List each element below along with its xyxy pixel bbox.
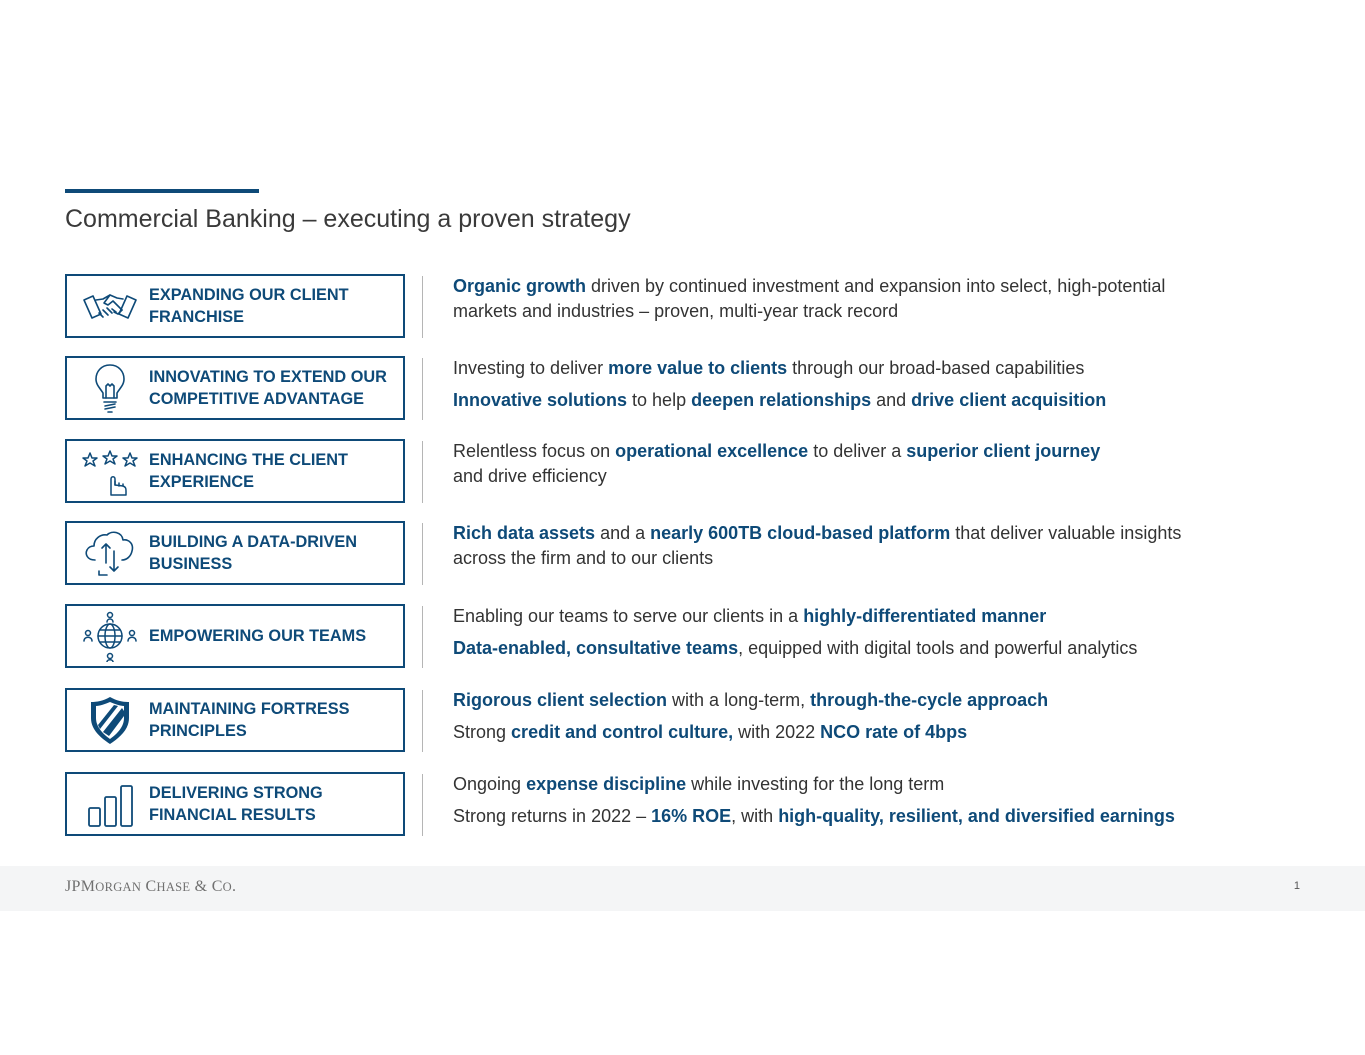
handshake-icon [81, 280, 139, 332]
highlight-text: deepen relationships [691, 390, 872, 410]
lightbulb-icon [81, 362, 139, 414]
highlight-text: Rich data assets [453, 523, 596, 543]
row-divider [422, 358, 423, 420]
logo-part: M [80, 878, 96, 895]
footer-bar [0, 866, 1365, 911]
body-text: with 2022 [733, 722, 821, 742]
pillar-label-line1: ENHANCING THE CLIENT [149, 451, 348, 469]
pillar-label-line1: BUILDING A DATA-DRIVEN [149, 533, 358, 551]
highlight-text: more value to clients [608, 358, 788, 378]
pillar-box [65, 274, 405, 338]
row-divider [422, 606, 423, 668]
pillar-box [65, 772, 405, 836]
logo-part: C [141, 878, 157, 895]
row-divider [422, 276, 423, 338]
row-text-line [453, 772, 1283, 797]
highlight-text: 16% ROE [651, 806, 732, 826]
shield-icon [81, 694, 139, 746]
body-text: while investing for the long term [686, 774, 945, 794]
body-text: to deliver a [808, 441, 907, 461]
body-text: across the firm and to our clients [453, 548, 714, 568]
highlight-text: Innovative solutions [453, 390, 628, 410]
body-text: and a [595, 523, 651, 543]
bar-chart-icon [81, 778, 139, 830]
highlight-text: nearly 600TB cloud-based platform [650, 523, 951, 543]
body-text: , equipped with digital tools and powerful analytics [738, 638, 1138, 658]
pillar-box [65, 439, 405, 503]
row-text-line [453, 464, 1283, 489]
pillar-label-line1: EMPOWERING OUR TEAMS [149, 627, 367, 645]
body-text: through our broad-based capabilities [787, 358, 1085, 378]
row-divider [422, 523, 423, 585]
page-number: 1 [1293, 880, 1300, 892]
body-text: to help [627, 390, 692, 410]
cloud-data-icon [81, 527, 139, 579]
row-text [453, 356, 1283, 413]
body-text: Relentless focus on [453, 441, 616, 461]
row-text [453, 772, 1283, 829]
pillar-box [65, 356, 405, 420]
row-text-line [453, 546, 1283, 571]
body-text: with a long-term, [667, 690, 811, 710]
highlight-text: high-quality, resilient, and diversified earnings [778, 806, 1175, 826]
pillar-box [65, 688, 405, 752]
row-text [453, 521, 1283, 571]
logo-part: HASE [156, 880, 191, 894]
company-logo [65, 878, 236, 896]
logo-part: & C [190, 878, 223, 895]
pillar-box [65, 521, 405, 585]
logo-part: O [222, 880, 232, 894]
body-text: Ongoing [453, 774, 527, 794]
highlight-text: NCO rate of 4bps [820, 722, 968, 742]
row-text [453, 274, 1283, 324]
highlight-text: operational excellence [615, 441, 809, 461]
logo-part: ORGAN [95, 880, 142, 894]
title-accent-bar [65, 189, 259, 193]
row-text-line [453, 521, 1283, 546]
row-text-line [453, 299, 1283, 324]
highlight-text: through-the-cycle approach [810, 690, 1049, 710]
highlight-text: credit and control culture, [511, 722, 734, 742]
row-text-line [453, 604, 1283, 629]
row-text-line [453, 720, 1283, 745]
body-text: Strong [453, 722, 512, 742]
row-text-line [453, 688, 1283, 713]
row-text [453, 439, 1283, 489]
highlight-text: Organic growth [453, 276, 587, 296]
pillar-label-line2: FINANCIAL RESULTS [149, 806, 316, 824]
highlight-text: highly-differentiated manner [803, 606, 1047, 626]
body-text: Enabling our teams to serve our clients in a [453, 606, 804, 626]
pillar-label-line2: BUSINESS [149, 555, 233, 573]
logo-part: . [232, 878, 237, 895]
highlight-text: superior client journey [906, 441, 1101, 461]
highlight-text: Rigorous client selection [453, 690, 668, 710]
row-divider [422, 690, 423, 752]
pillar-label-line2: FRANCHISE [149, 308, 244, 326]
globe-people-icon [81, 610, 139, 662]
body-text: markets and industries – proven, multi-year track record [453, 301, 899, 321]
body-text: that deliver valuable insights [950, 523, 1182, 543]
highlight-text: Data-enabled, consultative teams [453, 638, 739, 658]
row-text-line [453, 388, 1283, 413]
pillar-box [65, 604, 405, 668]
row-text-line [453, 356, 1283, 381]
body-text: Investing to deliver [453, 358, 609, 378]
body-text: Strong returns in 2022 – [453, 806, 652, 826]
body-text: and [871, 390, 912, 410]
row-text-line [453, 274, 1283, 299]
row-text-line [453, 636, 1283, 661]
row-divider [422, 441, 423, 503]
pillar-label-line2: COMPETITIVE ADVANTAGE [149, 390, 364, 408]
row-text [453, 688, 1283, 745]
row-text-line [453, 804, 1283, 829]
row-divider [422, 774, 423, 836]
page-title: Commercial Banking – executing a proven strategy [65, 205, 631, 233]
body-text: driven by continued investment and expansion into select, high-potential [586, 276, 1166, 296]
logo-part: JP [65, 878, 81, 895]
body-text: and drive efficiency [453, 466, 607, 486]
body-text: , with [731, 806, 779, 826]
row-text [453, 604, 1283, 661]
pillar-label-line1: INNOVATING TO EXTEND OUR [149, 368, 387, 386]
pillar-label-line2: EXPERIENCE [149, 473, 254, 491]
stars-rating-icon [81, 445, 139, 497]
pillar-label-line1: EXPANDING OUR CLIENT [149, 286, 349, 304]
pillar-label-line2: PRINCIPLES [149, 722, 247, 740]
row-text-line [453, 439, 1283, 464]
highlight-text: expense discipline [526, 774, 687, 794]
pillar-label-line1: MAINTAINING FORTRESS [149, 700, 350, 718]
highlight-text: drive client acquisition [911, 390, 1107, 410]
pillar-label-line1: DELIVERING STRONG [149, 784, 323, 802]
